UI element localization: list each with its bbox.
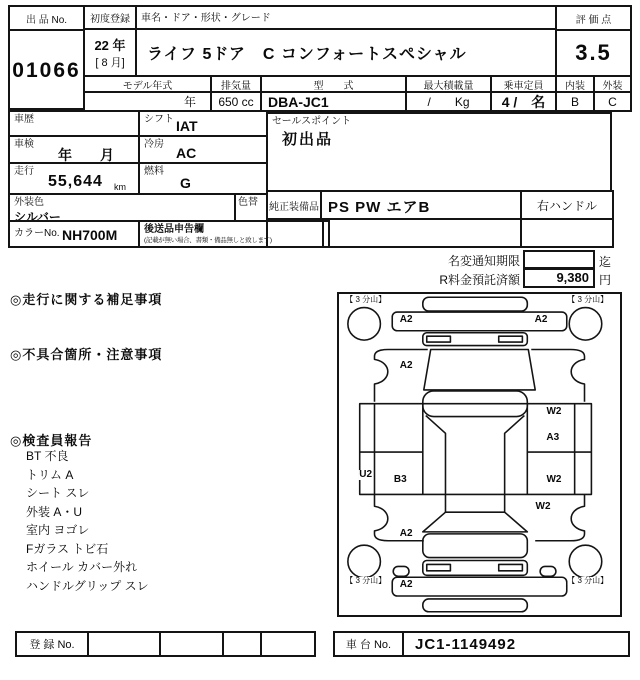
ac-value: AC xyxy=(176,145,197,161)
damage-mark-front-fender-left: A2 xyxy=(399,360,413,372)
displacement-value: 650 cc xyxy=(210,91,262,112)
color-no-value: NH700M xyxy=(62,227,118,243)
capacity-label: 乗車定員 xyxy=(490,75,557,93)
damage-mark-rear-fender-left: A2 xyxy=(399,528,413,540)
inspection-cell xyxy=(8,135,140,164)
history-cell xyxy=(8,110,140,137)
divider xyxy=(260,633,262,655)
chassis-no-value: JC1-1149492 xyxy=(415,636,517,653)
inspector-report-heading: ◎検査員報告 xyxy=(10,433,93,448)
history-label: 車歴 xyxy=(14,114,34,125)
exterior-color-value: シルバー xyxy=(14,210,61,224)
first-registration-month: [ 8 月] xyxy=(95,57,125,69)
damage-mark-rear-door-left: B3 xyxy=(393,473,407,485)
inspection-value: 年 月 xyxy=(58,147,114,163)
divider xyxy=(159,633,161,655)
name-change-deadline-label: 名変通知期限 xyxy=(447,254,520,268)
tire-tread-marker: 【 3 分山】 xyxy=(345,295,387,305)
recycle-deposit-unit: 円 xyxy=(599,273,612,287)
fuel-cell xyxy=(138,162,268,195)
first-registration-label: 初度登録 xyxy=(83,5,137,30)
shift-cell xyxy=(138,110,268,137)
score-label: 評 価 点 xyxy=(555,5,632,31)
sales-point-value: 初出品 xyxy=(282,131,334,148)
interior-grade-value: B xyxy=(555,91,595,112)
inspector-note: BT 不良 xyxy=(26,449,69,463)
exterior-color-cell xyxy=(8,193,236,222)
model-year-label: モデル年式 xyxy=(83,75,212,93)
model-year-value: 年 xyxy=(83,91,212,112)
inspector-note: Fガラス トビ石 xyxy=(26,541,109,556)
mileage-value: 55,644 xyxy=(48,173,103,190)
chassis-no-box xyxy=(333,631,630,657)
mileage-label: 走行 xyxy=(14,166,34,177)
fuel-value: G xyxy=(180,175,191,191)
exterior-color-label: 外装色 xyxy=(14,197,44,208)
equipment-value: PS PW エアB xyxy=(328,199,431,216)
driving-notes-heading: ◎走行に関する補足事項 xyxy=(10,292,163,307)
exterior-grade-label: 外装 xyxy=(593,75,632,93)
equipment-empty-row xyxy=(266,218,522,248)
equipment-label: 純正装備品 xyxy=(268,192,322,218)
car-outline-drawing xyxy=(339,294,620,615)
color-no-label: カラーNo. xyxy=(14,228,60,239)
chassis-no-label: 車 台 No. xyxy=(335,633,404,655)
recycle-deposit-value: 9,380 xyxy=(523,268,595,288)
tire-tread-marker: 【 3 分山】 xyxy=(345,576,387,586)
damage-mark-front-bumper-right: A2 xyxy=(534,313,548,325)
recycle-deposit-label: R料金預託済額 xyxy=(439,273,520,287)
damage-mark-front-door-right-upper: W2 xyxy=(546,406,562,418)
sales-point-label: セールスポイント xyxy=(272,116,352,127)
damage-mark-rear-bumper-left: A2 xyxy=(399,579,413,591)
capacity-value: 4 / 名 xyxy=(490,91,557,112)
divider xyxy=(222,633,224,655)
name-change-deadline-value xyxy=(523,250,595,269)
shift-label: シフト xyxy=(144,114,174,125)
color-no-cell xyxy=(8,220,140,248)
sales-point-box xyxy=(266,112,612,192)
registration-no-label: 登 録 No. xyxy=(17,633,89,655)
inspection-label: 車検 xyxy=(14,139,34,150)
score-value: 3.5 xyxy=(555,29,632,77)
exterior-grade-value: C xyxy=(593,91,632,112)
ac-label: 冷房 xyxy=(144,139,164,150)
damage-mark-rear-fender-right: W2 xyxy=(535,501,551,513)
vehicle-title: ライフ 5ドア C コンフォートスペシャル xyxy=(135,28,557,77)
max-load-value: / Kg xyxy=(405,91,492,112)
inspector-note: ホイール カバー外れ xyxy=(26,560,138,574)
first-registration-year: 22 年 xyxy=(94,38,126,53)
tire-tread-marker: 【 3 分山】 xyxy=(567,576,609,586)
inspector-note: 室内 ヨゴレ xyxy=(26,523,90,537)
lot-number-value: 01066 xyxy=(12,58,81,82)
name-change-deadline-unit: 迄 xyxy=(599,255,612,269)
model-code-value: DBA-JC1 xyxy=(260,91,407,112)
max-load-label: 最大積載量 xyxy=(405,75,492,93)
damage-diagram xyxy=(337,292,622,617)
inspector-note: 外装 A・U xyxy=(26,504,83,519)
registration-no-box xyxy=(15,631,316,657)
mileage-cell xyxy=(8,162,140,195)
handle-empty-row xyxy=(520,218,614,248)
first-registration-value xyxy=(83,28,137,77)
equipment-cell xyxy=(266,190,522,220)
lot-number-label: 出 品 No. xyxy=(10,7,83,31)
fuel-label: 燃料 xyxy=(144,166,164,177)
damage-mark-front-door-right: A3 xyxy=(546,432,560,444)
repaint-cell xyxy=(234,193,268,222)
displacement-label: 排気量 xyxy=(210,75,262,93)
interior-grade-label: 内装 xyxy=(555,75,595,93)
later-items-note: (記載が無い場合、書類・備品無しと致します) xyxy=(144,237,272,244)
lot-number-box xyxy=(8,5,85,110)
damage-mark-front-bumper-left: A2 xyxy=(399,313,413,325)
divider xyxy=(322,220,324,246)
shift-value: IAT xyxy=(176,118,198,134)
steering-position: 右ハンドル xyxy=(520,190,614,220)
repaint-label: 色替 xyxy=(238,197,258,208)
inspector-note: ハンドルグリップ スレ xyxy=(26,578,149,593)
ac-cell xyxy=(138,135,268,164)
later-items-label: 後送品申告欄 xyxy=(144,224,204,235)
vehicle-name-header: 車名・ドア・形状・グレード xyxy=(135,5,557,30)
damage-mark-rear-door-right: W2 xyxy=(546,473,562,485)
inspector-note: シート スレ xyxy=(26,486,90,500)
damage-mark-rocker-left: U2 xyxy=(359,468,373,480)
defect-notes-heading: ◎不具合箇所・注意事項 xyxy=(10,347,163,362)
inspector-note: トリム A xyxy=(26,467,74,482)
mileage-unit: km xyxy=(114,182,126,192)
model-code-label: 型 式 xyxy=(260,75,407,93)
inspector-report-list xyxy=(26,447,149,595)
tire-tread-marker: 【 3 分山】 xyxy=(567,295,609,305)
